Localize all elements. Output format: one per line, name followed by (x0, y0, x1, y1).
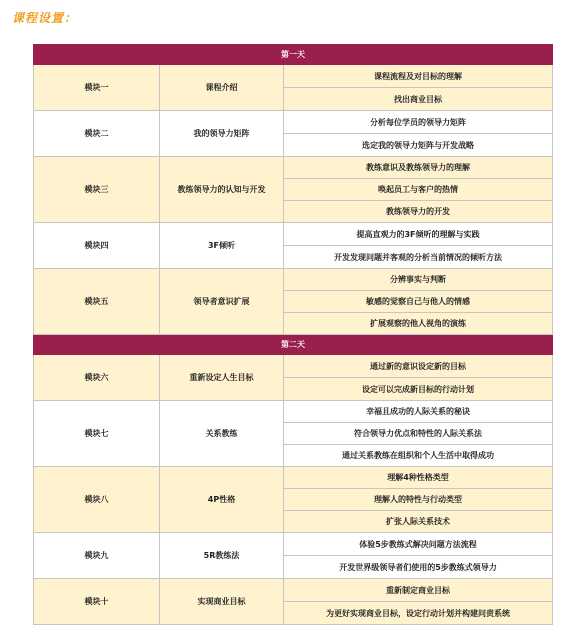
module-topic: 通过新的意识设定新的目标 (284, 355, 553, 378)
module-topic: 理解4种性格类型 (284, 467, 553, 489)
table-row (34, 533, 553, 556)
table-row (34, 111, 553, 134)
module-number: 模块六 (34, 355, 160, 401)
table-row (34, 223, 553, 246)
module-topic: 开发世界级领导者们使用的5步教练式领导力 (284, 556, 553, 579)
module-topic: 幸福且成功的人际关系的秘诀 (284, 401, 553, 423)
module-topic: 符合领导力优点和特性的人际关系法 (284, 423, 553, 445)
module-topic: 开发发现问题并客观的分析当前情况的倾听方法 (284, 246, 553, 269)
module-topic: 教练意识及教练领导力的理解 (284, 157, 553, 179)
module-topic: 分辨事实与判断 (284, 269, 553, 291)
module-name: 课程介绍 (160, 65, 284, 111)
module-number: 模块一 (34, 65, 160, 111)
module-number: 模块三 (34, 157, 160, 223)
module-number: 模块四 (34, 223, 160, 269)
module-name: 3F倾听 (160, 223, 284, 269)
day-label: 第二天 (34, 335, 553, 355)
module-topic: 课程流程及对目标的理解 (284, 65, 553, 88)
table-row (34, 579, 553, 602)
table-row (34, 65, 553, 88)
module-number: 模块七 (34, 401, 160, 467)
module-topic: 扩展观察的他人视角的演练 (284, 313, 553, 335)
module-number: 模块八 (34, 467, 160, 533)
module-name: 5R教练法 (160, 533, 284, 579)
day-label: 第一天 (34, 45, 553, 65)
module-topic: 为更好实现商业目标，设定行动计划并构建问责系统 (284, 602, 553, 625)
module-name: 教练领导力的认知与开发 (160, 157, 284, 223)
module-number: 模块九 (34, 533, 160, 579)
module-topic: 设定可以完成新目标的行动计划 (284, 378, 553, 401)
module-number: 模块五 (34, 269, 160, 335)
module-topic: 找出商业目标 (284, 88, 553, 111)
module-topic: 教练领导力的开发 (284, 201, 553, 223)
table-row (34, 467, 553, 489)
module-number: 模块十 (34, 579, 160, 625)
module-name: 领导者意识扩展 (160, 269, 284, 335)
module-topic: 敏感的觉察自己与他人的情感 (284, 291, 553, 313)
course-table (33, 44, 553, 625)
module-name: 我的领导力矩阵 (160, 111, 284, 157)
module-topic: 体验5步教练式解决问题方法流程 (284, 533, 553, 556)
module-topic: 唤起员工与客户的热情 (284, 179, 553, 201)
module-name: 4P性格 (160, 467, 284, 533)
module-topic: 提高直观力的3F倾听的理解与实践 (284, 223, 553, 246)
module-name: 实现商业目标 (160, 579, 284, 625)
table-row (34, 355, 553, 378)
day-header-row (34, 45, 553, 65)
table-row (34, 157, 553, 179)
module-number: 模块二 (34, 111, 160, 157)
module-name: 关系教练 (160, 401, 284, 467)
module-topic: 扩张人际关系技术 (284, 511, 553, 533)
module-topic: 重新制定商业目标 (284, 579, 553, 602)
module-topic: 通过关系教练在组织和个人生活中取得成功 (284, 445, 553, 467)
module-topic: 理解人的特性与行动类型 (284, 489, 553, 511)
day-header-row (34, 335, 553, 355)
section-title: 课程设置： (12, 11, 78, 25)
module-topic: 选定我的领导力矩阵与开发战略 (284, 134, 553, 157)
module-topic: 分析每位学员的领导力矩阵 (284, 111, 553, 134)
module-name: 重新设定人生目标 (160, 355, 284, 401)
table-row (34, 401, 553, 423)
table-row (34, 269, 553, 291)
course-table-body (34, 45, 553, 625)
